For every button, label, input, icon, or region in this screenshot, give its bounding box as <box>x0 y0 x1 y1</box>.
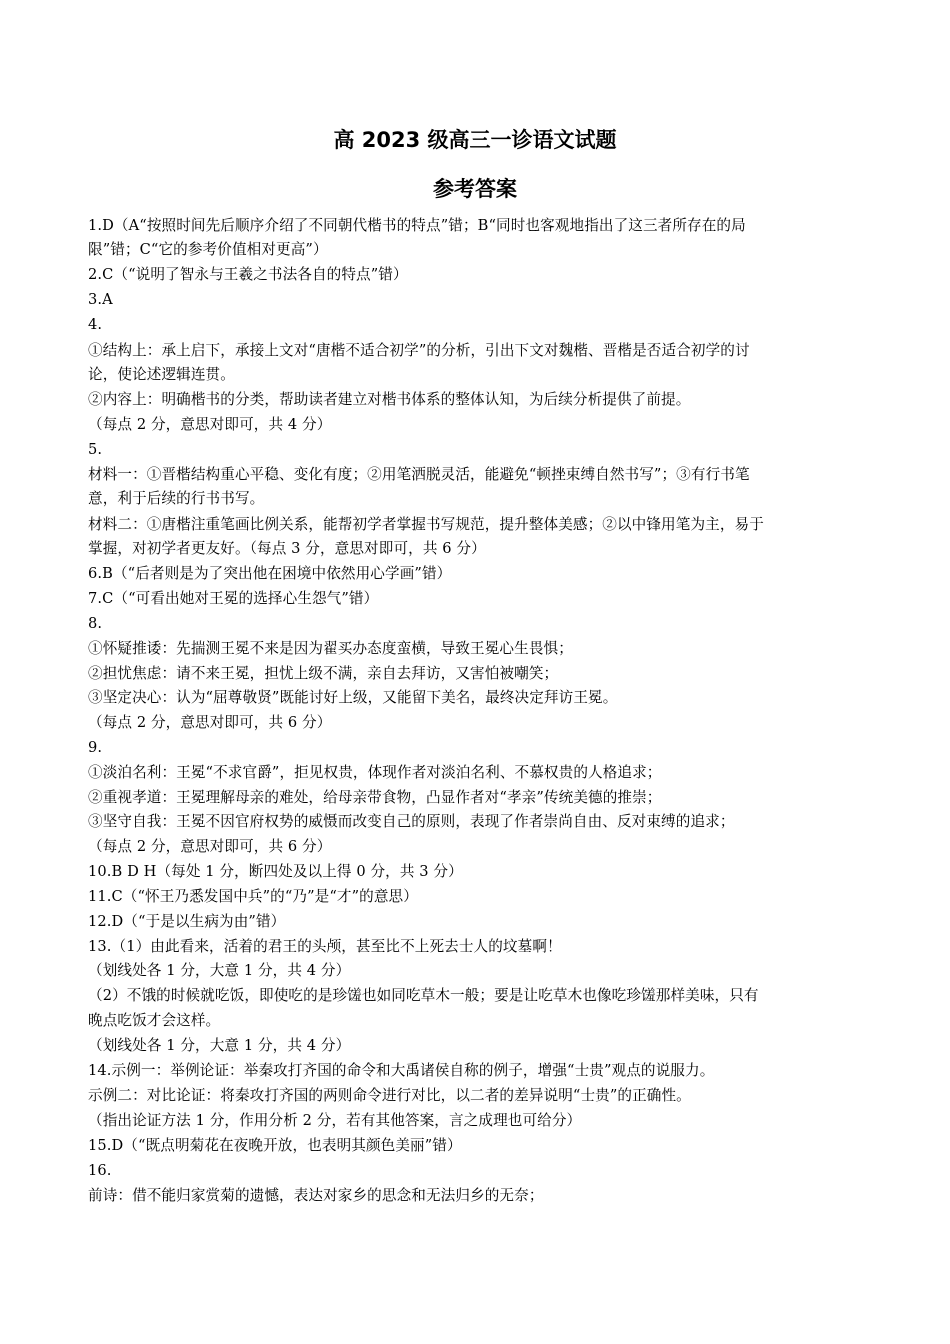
answer-line: （划线处各 1 分，大意 1 分，共 4 分） <box>88 1037 351 1054</box>
answer-line: 15.D（“既点明菊花在夜晚开放，也表明其颜色美丽”错） <box>88 1137 462 1154</box>
answer-line: 11.C（“怀王乃悉发国中兵”的“乃”是“才”的意思） <box>88 888 418 905</box>
answer-line: 5. <box>88 441 103 458</box>
answer-line: 14.示例一：举例论证：举秦攻打齐国的命令和大禹诸侯自称的例子，增强“士贵”观点的说服力。 <box>88 1062 715 1079</box>
answer-line: ③坚定决心：认为“屈尊敬贤”既能讨好上级，又能留下美名，最终决定拜访王冕。 <box>88 689 618 706</box>
answer-line: 掌握，对初学者更友好。（每点 3 分，意思对即可，共 6 分） <box>88 540 486 557</box>
answer-line: 前诗：借不能归家赏菊的遗憾，表达对家乡的思念和无法归乡的无奈； <box>88 1187 544 1204</box>
answer-line: 7.C（“可看出她对王冕的选择心生怨气”错） <box>88 590 379 607</box>
answer-line: 材料二：①唐楷注重笔画比例关系，能帮初学者掌握书写规范，提升整体美感；②以中锋用笔为主，易于 <box>88 516 764 533</box>
answer-line: 6.B（“后者则是为了突出他在困境中依然用心学画”错） <box>88 565 452 582</box>
answer-line: 9. <box>88 739 103 756</box>
answer-line: ③坚守自我：王冕不因官府权势的威慑而改变自己的原则，表现了作者崇尚自由、反对束缚的追求； <box>88 813 735 830</box>
answer-line: （指出论证方法 1 分，作用分析 2 分，若有其他答案，言之成理也可给分） <box>88 1112 582 1129</box>
document-title: 高 2023 级高三一诊语文试题 <box>333 128 617 152</box>
answer-line: 1.D（A“按照时间先后顺序介绍了不同朝代楷书的特点”错；B“同时也客观地指出了这三者所存在的局 <box>88 217 746 234</box>
answer-line: 材料一：①晋楷结构重心平稳、变化有度；②用笔洒脱灵活，能避免“顿挫束缚自然书写”；③有行书笔 <box>88 466 750 483</box>
answer-line: 8. <box>88 615 103 632</box>
answer-line: （划线处各 1 分，大意 1 分，共 4 分） <box>88 962 351 979</box>
answer-line: 16. <box>88 1162 112 1179</box>
answer-line: （2）不饿的时候就吃饭，即使吃的是珍馐也如同吃草木一般；要是让吃草木也像吃珍馐那样美味，只有 <box>88 987 759 1004</box>
answer-line: 晚点吃饭才会这样。 <box>88 1012 221 1029</box>
answer-line: 4. <box>88 316 103 333</box>
answer-line: 意，利于后续的行书书写。 <box>88 490 265 507</box>
answer-line: 论，使论述逻辑连贯。 <box>88 366 235 383</box>
answer-line: 示例二：对比论证：将秦攻打齐国的两则命令进行对比，以二者的差异说明“士贵”的正确性。 <box>88 1087 691 1104</box>
answer-line: 10.B D H（每处 1 分，断四处及以上得 0 分，共 3 分） <box>88 863 463 880</box>
answer-line: （每点 2 分，意思对即可，共 6 分） <box>88 838 332 855</box>
answer-line: 12.D（“于是以生病为由”错） <box>88 913 286 930</box>
answer-line: ①淡泊名利：王冕“不求官爵”，拒见权贵，体现作者对淡泊名利、不慕权贵的人格追求； <box>88 764 662 781</box>
document-subtitle: 参考答案 <box>433 177 517 201</box>
answer-line: ②内容上：明确楷书的分类，帮助读者建立对楷书体系的整体认知，为后续分析提供了前提。 <box>88 391 691 408</box>
answer-line: （每点 2 分，意思对即可，共 4 分） <box>88 416 332 433</box>
answer-line: 限”错；C“它的参考价值相对更高”） <box>88 241 328 258</box>
answer-line: 13.（1）由此看来，活着的君王的头颅，甚至比不上死去士人的坟墓啊！ <box>88 938 562 955</box>
answer-line: 3.A <box>88 291 113 308</box>
answer-line: ②重视孝道：王冕理解母亲的难处，给母亲带食物，凸显作者对“孝亲”传统美德的推崇； <box>88 789 662 806</box>
answer-line: ①怀疑推诿：先揣测王冕不来是因为翟买办态度蛮横，导致王冕心生畏惧； <box>88 640 573 657</box>
answer-line: ②担忧焦虑：请不来王冕，担忧上级不满，亲自去拜访，又害怕被嘲笑； <box>88 665 559 682</box>
answer-line: （每点 2 分，意思对即可，共 6 分） <box>88 714 332 731</box>
answer-line: 2.C（“说明了智永与王羲之书法各自的特点”错） <box>88 266 408 283</box>
answer-line: ①结构上：承上启下，承接上文对“唐楷不适合初学”的分析，引出下文对魏楷、晋楷是否适合初学的讨 <box>88 342 750 359</box>
